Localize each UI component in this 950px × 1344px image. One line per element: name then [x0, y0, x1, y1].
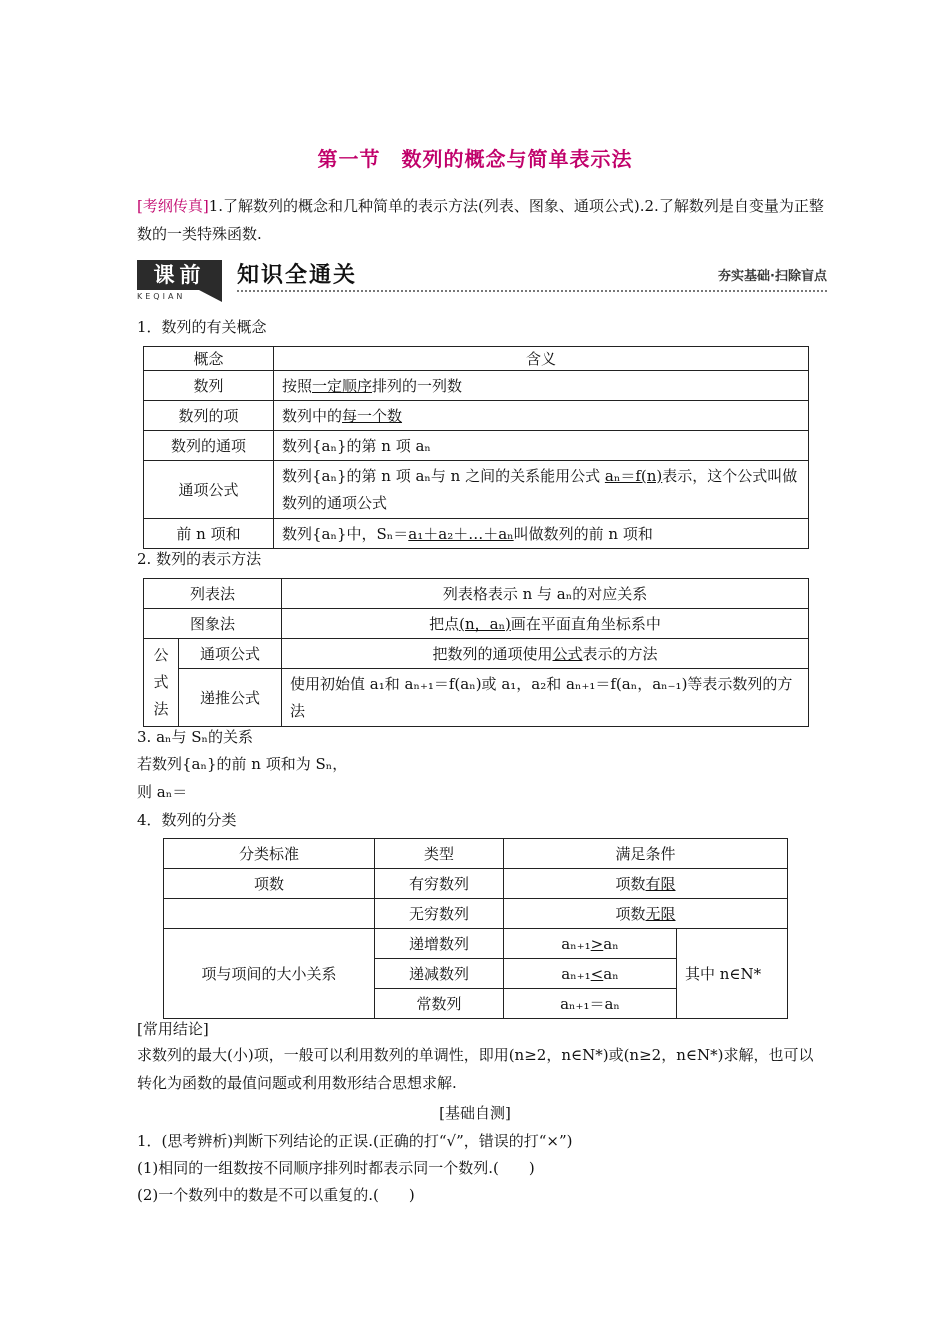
concept-table	[143, 346, 809, 549]
header-type: 类型	[375, 839, 504, 869]
row-term: 数列的项	[144, 401, 274, 431]
header-criterion: 分类标准	[164, 839, 375, 869]
type-infinite: 无穷数列	[375, 899, 504, 929]
section-2-heading: 2. 数列的表示方法	[137, 550, 262, 568]
banner-badge: 课前	[137, 260, 222, 290]
selftest-q1b: (2)一个数列中的数是不可以重复的.( )	[137, 1186, 415, 1204]
row-meaning: 按照一定顺序排列的一列数	[274, 371, 809, 401]
row-meaning: 数列{aₙ}中，Sₙ＝a₁＋a₂＋…＋aₙ叫做数列的前 n 项和	[274, 519, 809, 549]
type-finite: 有穷数列	[375, 869, 504, 899]
conclusion-text: 求数列的最大(小)项，一般可以利用数列的单调性，即用(n≥2，n∈N*)或(n≥2，n∈N*)求解，也可以转化为函数的最值问题或利用数形结合思想求解.	[137, 1046, 814, 1092]
selftest-heading: [基础自测]	[439, 1104, 511, 1122]
section-3-heading: 3. aₙ与 Sₙ的关系	[137, 728, 254, 746]
row-term: 通项公式	[144, 461, 274, 519]
exam-outline	[137, 192, 827, 248]
banner-divider	[237, 290, 827, 292]
concept-header: 概念	[144, 347, 274, 371]
condition-constant: aₙ₊₁＝aₙ	[504, 989, 677, 1019]
criterion-count: 项数	[164, 869, 375, 899]
table-row	[144, 431, 809, 461]
table-row	[144, 401, 809, 431]
condition-finite: 项数有限	[504, 869, 788, 899]
outline-text: 1.了解数列的概念和几种简单的表示方法(列表、图象、通项公式).2.了解数列是自变量为正整数的一类特殊函数.	[137, 197, 824, 243]
row-meaning: 数列{aₙ}的第 n 项 aₙ与 n 之间的关系能用公式 aₙ＝f(n)表示，这个公式叫做数列的通项公式	[274, 461, 809, 519]
section-3-line1: 若数列{aₙ}的前 n 项和为 Sₙ，	[137, 755, 348, 773]
type-constant: 常数列	[375, 989, 504, 1019]
type-decreasing: 递减数列	[375, 959, 504, 989]
section-banner	[137, 258, 827, 304]
row-meaning: 数列中的每一个数	[274, 401, 809, 431]
method-recursive-desc: 使用初始值 a₁和 aₙ₊₁＝f(aₙ)或 a₁，a₂和 aₙ₊₁＝f(aₙ，aₙ₋₁)等表示数列的方法	[282, 669, 809, 727]
condition-note: 其中 n∈N*	[677, 929, 788, 1019]
row-term: 数列的通项	[144, 431, 274, 461]
method-graph-desc: 把点(n，aₙ)画在平面直角坐标系中	[282, 609, 809, 639]
method-formula: 公 式 法	[144, 639, 179, 727]
section-3-line2: 则 aₙ＝	[137, 783, 188, 801]
section-1-heading: 1．数列的有关概念	[137, 318, 267, 336]
banner-slogan: 夯实基础·扫除盲点	[718, 269, 827, 284]
outline-tag: [考纲传真]	[137, 197, 209, 215]
selftest-q1a: (1)相同的一组数按不同顺序排列时都表示同一个数列.( )	[137, 1159, 535, 1177]
method-general-term: 通项公式	[179, 639, 282, 669]
selftest-q1: 1．(思考辨析)判断下列结论的正误.(正确的打“√”，错误的打“×”)	[137, 1132, 573, 1150]
method-graph: 图象法	[144, 609, 282, 639]
classification-table	[163, 838, 788, 1019]
banner-arrow-icon	[199, 290, 222, 302]
meaning-header: 含义	[274, 347, 809, 371]
method-recursive: 递推公式	[179, 669, 282, 727]
method-general-term-desc: 把数列的通项使用公式表示的方法	[282, 639, 809, 669]
header-condition: 满足条件	[504, 839, 788, 869]
condition-increasing: aₙ₊₁>aₙ	[504, 929, 677, 959]
row-meaning: 数列{aₙ}的第 n 项 aₙ	[274, 431, 809, 461]
banner-heading: 知识全通关	[237, 263, 358, 288]
section-4-heading: 4．数列的分类	[137, 811, 237, 829]
row-term: 前 n 项和	[144, 519, 274, 549]
row-term: 数列	[144, 371, 274, 401]
method-list-desc: 列表格表示 n 与 aₙ的对应关系	[282, 579, 809, 609]
conclusion-heading: [常用结论]	[137, 1020, 209, 1038]
table-row	[144, 371, 809, 401]
criterion-size: 项与项间的大小关系	[164, 929, 375, 1019]
criterion-blank	[164, 899, 375, 929]
table-row	[144, 519, 809, 549]
condition-infinite: 项数无限	[504, 899, 788, 929]
page-title: 第一节 数列的概念与简单表示法	[317, 147, 633, 171]
representation-table	[143, 578, 809, 727]
condition-decreasing: aₙ₊₁<aₙ	[504, 959, 677, 989]
type-increasing: 递增数列	[375, 929, 504, 959]
banner-badge-subtitle: KEQIAN	[137, 292, 186, 301]
table-row	[144, 461, 809, 519]
method-list: 列表法	[144, 579, 282, 609]
